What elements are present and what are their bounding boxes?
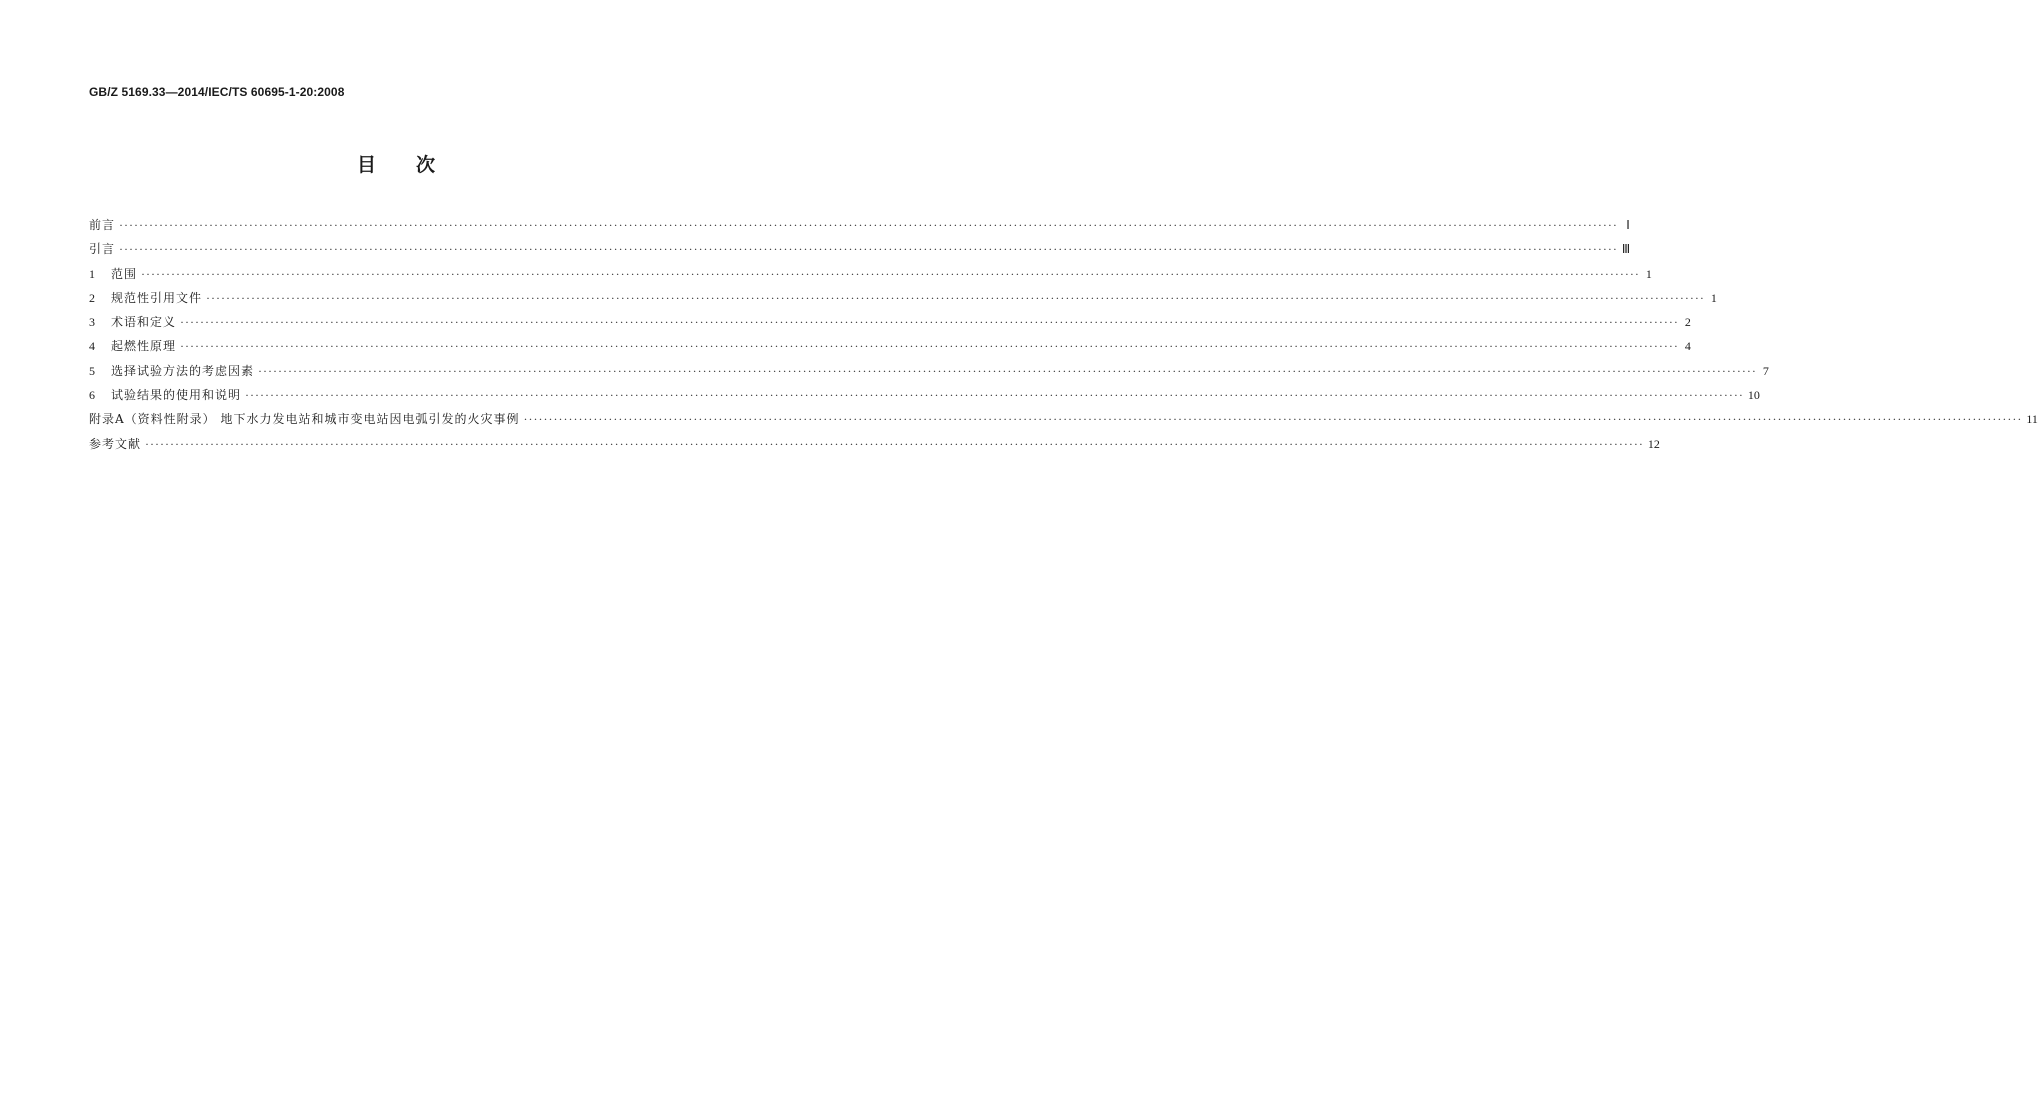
- toc-entry-foreword[interactable]: [89, 216, 1630, 240]
- toc-entry-label: 范围: [111, 266, 138, 281]
- toc-entry-number: 6: [89, 388, 95, 403]
- toc-leader-dots: ············································································································································································································································································································: [141, 266, 1640, 281]
- toc-leader-dots: ············································································································································································································································································································: [145, 436, 1644, 451]
- toc-leader-dots: ············································································································································································································································································································: [245, 388, 1744, 403]
- standard-number-header: GB/Z 5169.33—2014/IEC/TS 60695-1-20:2008: [89, 85, 345, 99]
- toc-entry-label: 参考文献: [89, 436, 142, 451]
- toc-entry-introduction[interactable]: [89, 240, 1631, 264]
- toc-entry-page: Ⅲ: [1621, 242, 1631, 257]
- toc-leader-dots: ············································································································································································································································································································: [180, 315, 1679, 330]
- toc-entry-page: 7: [1762, 363, 1769, 378]
- toc-entry-label: 规范性引用文件: [111, 290, 203, 305]
- toc-leader-dots: ············································································································································································································································································································: [180, 339, 1679, 354]
- toc-entry-number: 4: [89, 339, 95, 354]
- toc-entry-number: 1: [89, 266, 95, 281]
- toc-entry-page: 1: [1710, 290, 1717, 305]
- toc-entry-label: 试验结果的使用和说明: [111, 388, 242, 403]
- toc-entry-annex-a[interactable]: [89, 410, 2038, 434]
- toc-entry-label: 选择试验方法的考虑因素: [111, 363, 255, 378]
- toc-entry-label: 术语和定义: [111, 315, 177, 330]
- toc-entry-page: 2: [1684, 315, 1691, 330]
- toc-entry-number: 2: [89, 290, 95, 305]
- toc-entry-page: 10: [1747, 388, 1760, 403]
- toc-entry-number: 5: [89, 363, 95, 378]
- toc-entry-number: 3: [89, 315, 95, 330]
- toc-entry-5[interactable]: [89, 362, 1769, 386]
- toc-entry-label: 附录A（资料性附录） 地下水力发电站和城市变电站因电弧引发的火灾事例: [89, 412, 520, 427]
- toc-leader-dots: ············································································································································································································································································································: [258, 363, 1757, 378]
- toc-entry-6[interactable]: [89, 386, 1760, 410]
- toc-entry-bibliography[interactable]: [89, 435, 1660, 459]
- toc-leader-dots: ············································································································································································································································································································: [206, 290, 1705, 305]
- toc-entry-page: 12: [1647, 436, 1660, 451]
- toc-entry-page: Ⅰ: [1626, 218, 1630, 232]
- toc-entry-2[interactable]: [89, 289, 1717, 313]
- toc-entry-page: 4: [1684, 339, 1691, 354]
- toc-entry-3[interactable]: [89, 313, 1691, 337]
- toc-leader-dots: ············································································································································································································································································································: [119, 218, 1618, 232]
- toc-entry-1[interactable]: [89, 265, 1652, 289]
- toc-entry-4[interactable]: [89, 337, 1691, 361]
- toc-entry-page: 11: [2026, 412, 2038, 427]
- page-title: 目次: [356, 154, 475, 176]
- toc-leader-dots: ············································································································································································································································································································: [119, 242, 1618, 257]
- toc-entry-label: 引言: [89, 242, 116, 257]
- table-of-contents: [89, 216, 2038, 459]
- toc-entry-page: 1: [1645, 266, 1652, 281]
- toc-leader-dots: ············································································································································································································································································································: [523, 412, 2023, 427]
- toc-entry-label: 前言: [89, 218, 116, 232]
- toc-entry-label: 起燃性原理: [111, 339, 177, 354]
